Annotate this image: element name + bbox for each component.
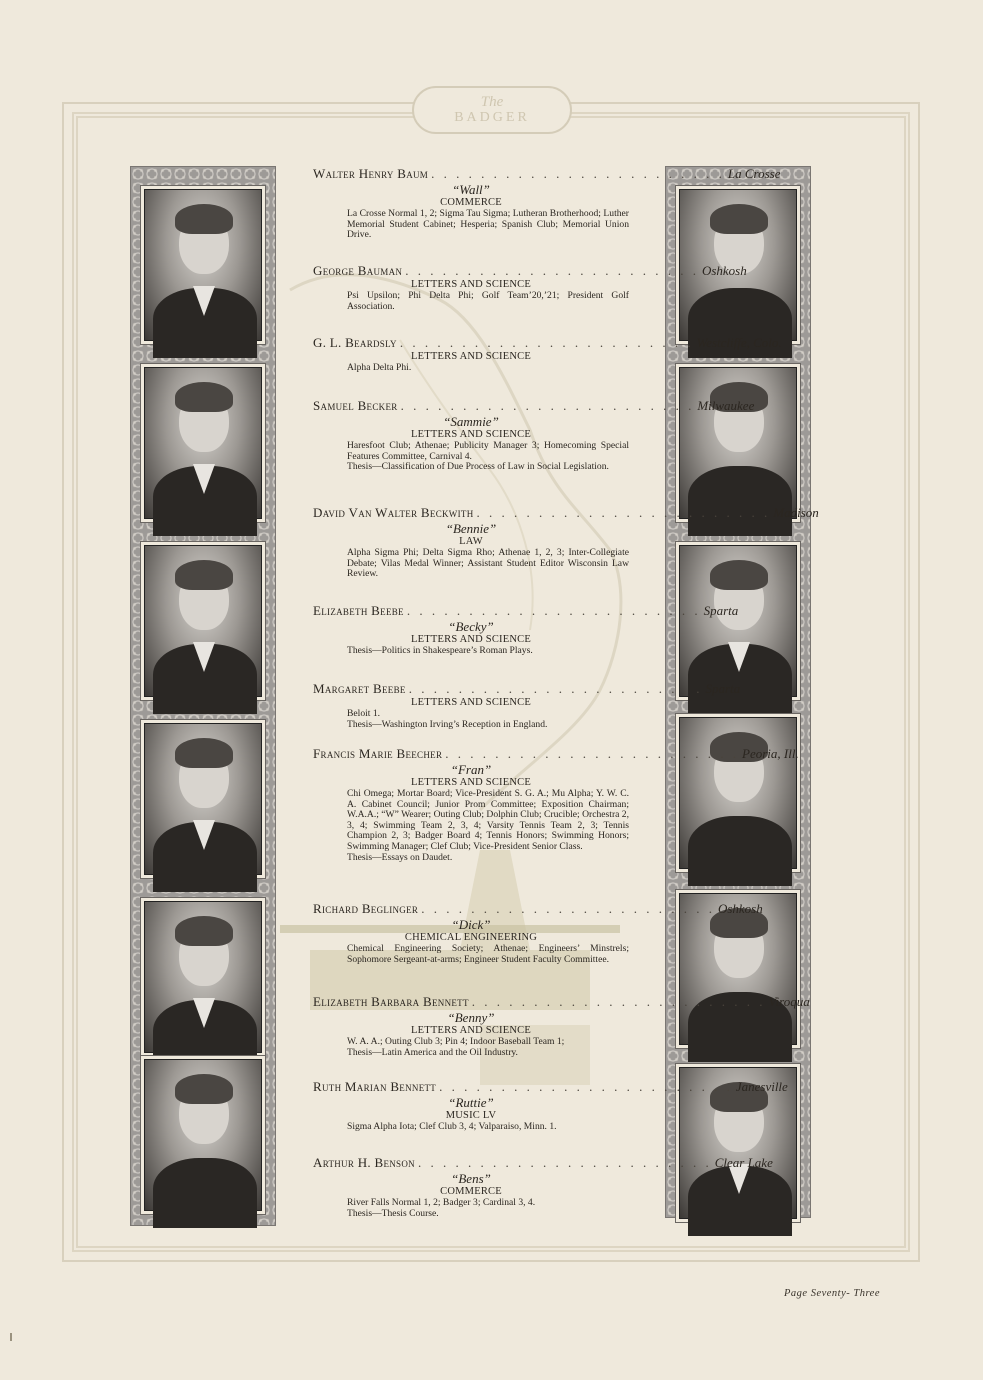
student-activities: Chemical Engineering Society; Athenae; Engineers’ Minstrels; Sophomore Sergeant-at-arms; Engineer Student Faculty Committee. — [347, 943, 629, 965]
student-name: Francis Marie Beecher — [313, 746, 443, 761]
student-nickname: “Fran” — [450, 762, 492, 777]
portrait — [675, 363, 801, 523]
portrait — [140, 363, 266, 523]
student-thesis: Thesis—Classification of Due Process of Law in Social Legislation. — [347, 461, 609, 473]
student-name: Elizabeth Barbara Bennett — [313, 994, 469, 1009]
leader-dots: . . . . . . . . . . . . . . . . . . . . . . . . — [431, 166, 725, 181]
student-name: David Van Walter Beckwith — [313, 505, 474, 520]
student-hometown: Westcliffe, Colo. — [696, 335, 782, 350]
portrait — [140, 1055, 266, 1215]
student-hometown: Sparta — [703, 603, 739, 618]
student-thesis: Thesis—Essays on Daudet. — [347, 851, 453, 863]
student-hometown: Milwaukee — [697, 398, 755, 413]
student-entry — [313, 681, 741, 730]
student-course: COMMERCE — [440, 1186, 502, 1197]
student-hometown: Viroqua — [768, 994, 810, 1009]
portrait-photo — [144, 901, 262, 1053]
leader-dots: . . . . . . . . . . . . . . . . . . . . . . . . — [421, 901, 715, 916]
portrait — [675, 713, 801, 873]
portrait-photo — [144, 723, 262, 875]
student-nickname: “Wall” — [452, 182, 490, 197]
student-activities: Psi Upsilon; Phi Delta Phi; Golf Team’20,’21; President Golf Association. — [347, 290, 629, 312]
portrait — [140, 541, 266, 701]
crest-badger: BADGER — [454, 110, 530, 125]
student-entry — [313, 166, 781, 241]
student-name: Samuel Becker — [313, 398, 398, 413]
student-activities: Chi Omega; Mortar Board; Vice-President S. G. A.; Mu Alpha; Y. W. C. A. Cabinet Council; Junior Prom Committee; Exposition Chairman; W.A.A.; “W” Wearer; Outing Club; Dolphin Club; Crucible; Orchestra 2, 3, 4; Swimming Team 2, 3, 4; Varsity Tennis Team 2, 3; Tennis Champion 2, 3; Badger Board 4; Tennis Honors; Swimming Honors; Swimming Manager; Clef Club; Vice-President Senior Class. — [347, 788, 629, 852]
leader-dots: . . . . . . . . . . . . . . . . . . . . . . . . — [417, 1155, 712, 1170]
student-activities: Beloit 1. — [347, 708, 381, 719]
student-activities: Alpha Delta Phi. — [347, 362, 412, 373]
student-hometown: Clear Lake — [714, 1155, 773, 1170]
student-name: Elizabeth Beebe — [313, 603, 404, 618]
portrait-photo — [679, 367, 797, 519]
student-thesis: Thesis—Politics in Shakespeare’s Roman Plays. — [347, 645, 533, 656]
student-name: Margaret Beebe — [313, 681, 406, 696]
leader-dots: . . . . . . . . . . . . . . . . . . . . . . . . — [476, 505, 771, 520]
student-name: George Bauman — [313, 263, 403, 278]
student-name: Walter Henry Baum — [313, 166, 429, 181]
leader-dots: . . . . . . . . . . . . . . . . . . . . . . . . — [471, 994, 766, 1009]
student-name: Richard Beglinger — [313, 901, 419, 916]
page-number: Page Seventy- Three — [784, 1288, 880, 1299]
student-nickname: “Sammie” — [443, 414, 499, 429]
student-nickname: “Benny” — [447, 1010, 495, 1025]
student-activities: River Falls Normal 1, 2; Badger 3; Cardinal 3, 4. — [347, 1197, 536, 1208]
student-course: LETTERS AND SCIENCE — [411, 1025, 531, 1036]
student-nickname: “Dick” — [451, 917, 491, 932]
left-photo-column — [130, 166, 276, 1226]
leader-dots: . . . . . . . . . . . . . . . . . . . . . . . . — [406, 603, 701, 618]
student-nickname: “Ruttie” — [448, 1095, 494, 1110]
student-entry — [313, 1155, 773, 1219]
portrait-photo — [144, 189, 262, 341]
portrait — [140, 719, 266, 879]
leader-dots: . . . . . . . . . . . . . . . . . . . . . . . . — [408, 681, 703, 696]
portrait-photo — [144, 367, 262, 519]
student-course: LETTERS AND SCIENCE — [411, 279, 531, 290]
student-entry — [313, 263, 747, 312]
student-name: G. L. Beardsly — [313, 335, 397, 350]
student-entry — [313, 994, 810, 1058]
student-course: LETTERS AND SCIENCE — [411, 429, 531, 440]
student-course: LAW — [459, 536, 483, 547]
student-nickname: “Bens” — [451, 1171, 491, 1186]
student-hometown: Peoria, Ill. — [742, 746, 799, 761]
leader-dots: . . . . . . . . . . . . . . . . . . . . . . . . — [445, 746, 740, 761]
crest-the: The — [480, 94, 504, 110]
student-thesis: Thesis—Latin America and the Oil Industry. — [347, 1046, 518, 1058]
student-thesis: Thesis—Thesis Course. — [347, 1207, 439, 1219]
student-activities: Haresfoot Club; Athenae; Publicity Manager 3; Homecoming Special Features Committee, Carnival 4. — [347, 440, 629, 462]
student-course: LETTERS AND SCIENCE — [411, 634, 531, 645]
student-hometown: Janesville — [735, 1079, 788, 1094]
portrait-photo — [144, 1059, 262, 1211]
leader-dots: . . . . . . . . . . . . . . . . . . . . . . . . — [439, 1079, 733, 1094]
portrait — [140, 897, 266, 1057]
student-activities: W. A. A.; Outing Club 3; Pin 4; Indoor Baseball Team 1; — [347, 1036, 565, 1047]
portrait — [140, 185, 266, 345]
student-nickname: “Becky” — [448, 619, 494, 634]
badger-crest — [412, 86, 572, 134]
student-name: Arthur H. Benson — [313, 1155, 415, 1170]
leader-dots: . . . . . . . . . . . . . . . . . . . . . . . . — [400, 398, 695, 413]
student-activities: Alpha Sigma Phi; Delta Sigma Rho; Athenae 1, 2, 3; Inter-Collegiate Debate; Vilas Medal Winner; Assistant Student Editor Wisconsin Law Review. — [347, 547, 629, 580]
student-course: COMMERCE — [440, 197, 502, 208]
student-entry — [313, 603, 739, 657]
student-entry — [313, 901, 763, 965]
student-hometown: Oshkosh — [717, 901, 763, 916]
margin-mark — [10, 1333, 12, 1341]
student-nickname: “Bennie” — [445, 521, 497, 536]
portrait-photo — [679, 545, 797, 697]
student-course: LETTERS AND SCIENCE — [411, 777, 531, 788]
student-hometown: Madison — [773, 505, 819, 520]
student-entry — [313, 746, 799, 863]
portrait-photo — [144, 545, 262, 697]
student-entry — [313, 398, 755, 473]
student-name: Ruth Marian Bennett — [313, 1079, 437, 1094]
student-hometown: La Crosse — [727, 166, 781, 181]
student-course: LETTERS AND SCIENCE — [411, 697, 531, 708]
student-course: MUSIC LV — [445, 1110, 497, 1121]
student-activities: La Crosse Normal 1, 2; Sigma Tau Sigma; Lutheran Brotherhood; Luther Memorial Student Cabinet; Hesperia; Spanish Club; Memorial Union Drive. — [347, 208, 629, 241]
portrait-photo — [679, 717, 797, 869]
portrait — [675, 541, 801, 701]
student-hometown: Sparta — [705, 681, 741, 696]
student-entry — [313, 505, 819, 580]
student-entry — [313, 335, 782, 374]
student-thesis: Thesis—Washington Irving’s Reception in England. — [347, 718, 548, 730]
leader-dots: . . . . . . . . . . . . . . . . . . . . . . . . — [399, 335, 694, 350]
leader-dots: . . . . . . . . . . . . . . . . . . . . . . . . — [405, 263, 699, 278]
student-course: LETTERS AND SCIENCE — [411, 351, 531, 362]
student-course: CHEMICAL ENGINEERING — [404, 932, 538, 943]
student-activities: Sigma Alpha Iota; Clef Club 3, 4; Valparaiso, Minn. 1. — [347, 1121, 557, 1132]
student-entry — [313, 1079, 788, 1133]
student-hometown: Oshkosh — [701, 263, 747, 278]
